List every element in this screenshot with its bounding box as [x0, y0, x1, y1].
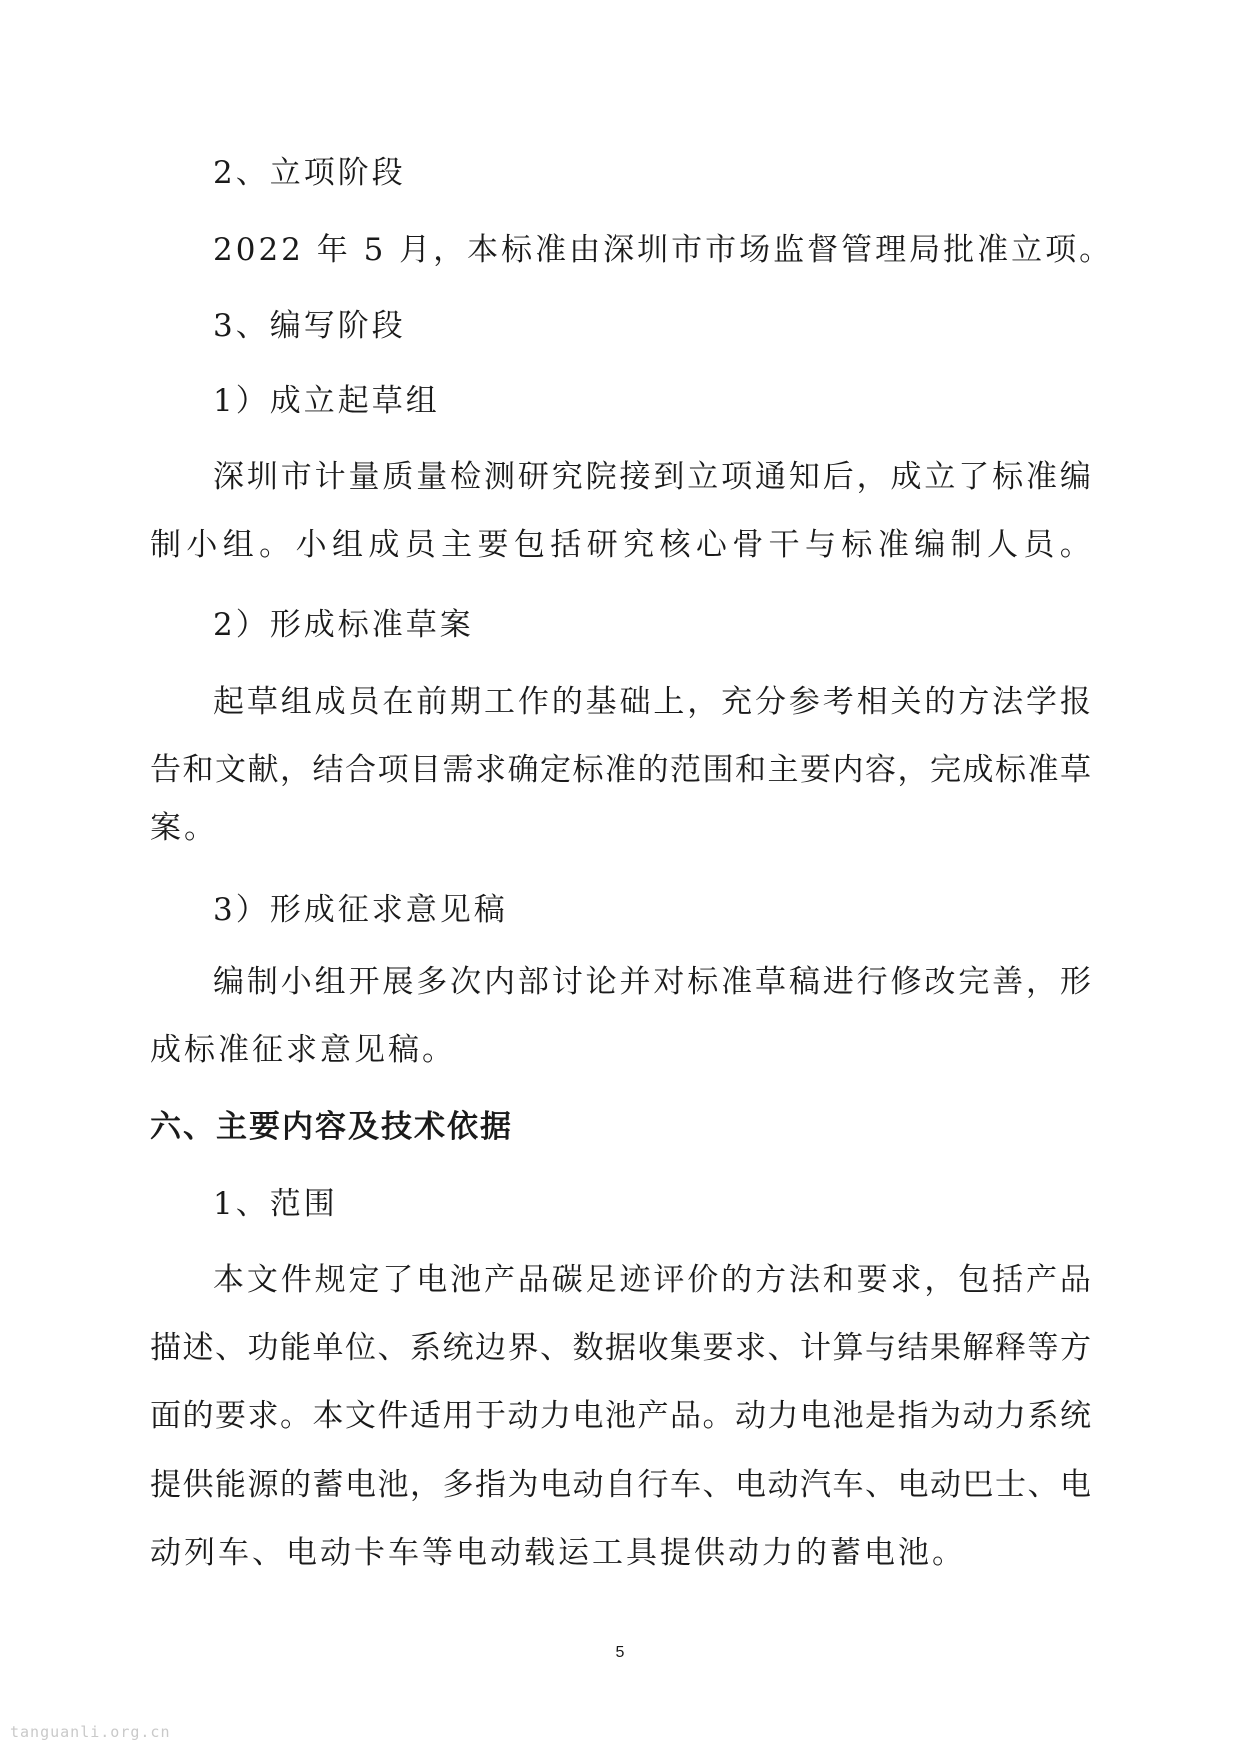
- paragraph-line: 面 的 要 求 。 本 文 件 适 用 于 动 力 电 池 产 品 。 动 力 电 池 是 指 为 动 力 系 统: [150, 1398, 1091, 1434]
- subsection-3-1-heading: 1）成立起草组: [213, 383, 440, 419]
- paragraph-line: 起 草 组 成 员 在 前 期 工 作 的 基 础 上 ， 充 分 参 考 相 关 的 方 法 学 报: [213, 684, 1091, 720]
- section-6-heading: 六、主要内容及技术依据: [150, 1109, 513, 1145]
- section-2-heading: 2、立项阶段: [213, 155, 406, 191]
- section-2-text: 2022 年 5 月，本标准由深圳市市场监督管理局批准立项。: [213, 232, 1114, 268]
- subsection-3-3-heading: 3）形成征求意见稿: [213, 892, 508, 928]
- paragraph-line: 成标准征求意见稿。: [150, 1032, 456, 1068]
- subsection-6-1-heading: 1、范围: [213, 1186, 338, 1222]
- section-3-heading: 3、编写阶段: [213, 308, 406, 344]
- paragraph-line: 告 和 文 献 ， 结 合 项 目 需 求 确 定 标 准 的 范 围 和 主 要 内 容 ， 完 成 标 准 草: [150, 752, 1091, 788]
- paragraph-line: 深 圳 市 计 量 质 量 检 测 研 究 院 接 到 立 项 通 知 后 ， 成 立 了 标 准 编: [213, 459, 1091, 495]
- paragraph-line: 制 小 组 。 小 组 成 员 主 要 包 括 研 究 核 心 骨 干 与 标 准 编 制 人 员 。: [150, 527, 1091, 563]
- subsection-3-2-heading: 2）形成标准草案: [213, 607, 474, 643]
- paragraph-line: 本 文 件 规 定 了 电 池 产 品 碳 足 迹 评 价 的 方 法 和 要 求 ， 包 括 产 品: [213, 1262, 1091, 1298]
- paragraph-line: 提 供 能 源 的 蓄 电 池 ， 多 指 为 电 动 自 行 车 、 电 动 汽 车 、 电 动 巴 士 、 电: [150, 1467, 1091, 1503]
- paragraph-line: 动列车、电动卡车等电动载运工具提供动力的蓄电池。: [150, 1535, 966, 1571]
- paragraph-line: 案。: [150, 810, 218, 846]
- watermark: tanguanli.org.cn: [10, 1723, 171, 1741]
- paragraph-line: 描 述 、 功 能 单 位 、 系 统 边 界 、 数 据 收 集 要 求 、 计 算 与 结 果 解 释 等 方: [150, 1330, 1091, 1366]
- page-number: 5: [615, 1644, 625, 1661]
- paragraph-line: 编 制 小 组 开 展 多 次 内 部 讨 论 并 对 标 准 草 稿 进 行 修 改 完 善 ， 形: [213, 964, 1091, 1000]
